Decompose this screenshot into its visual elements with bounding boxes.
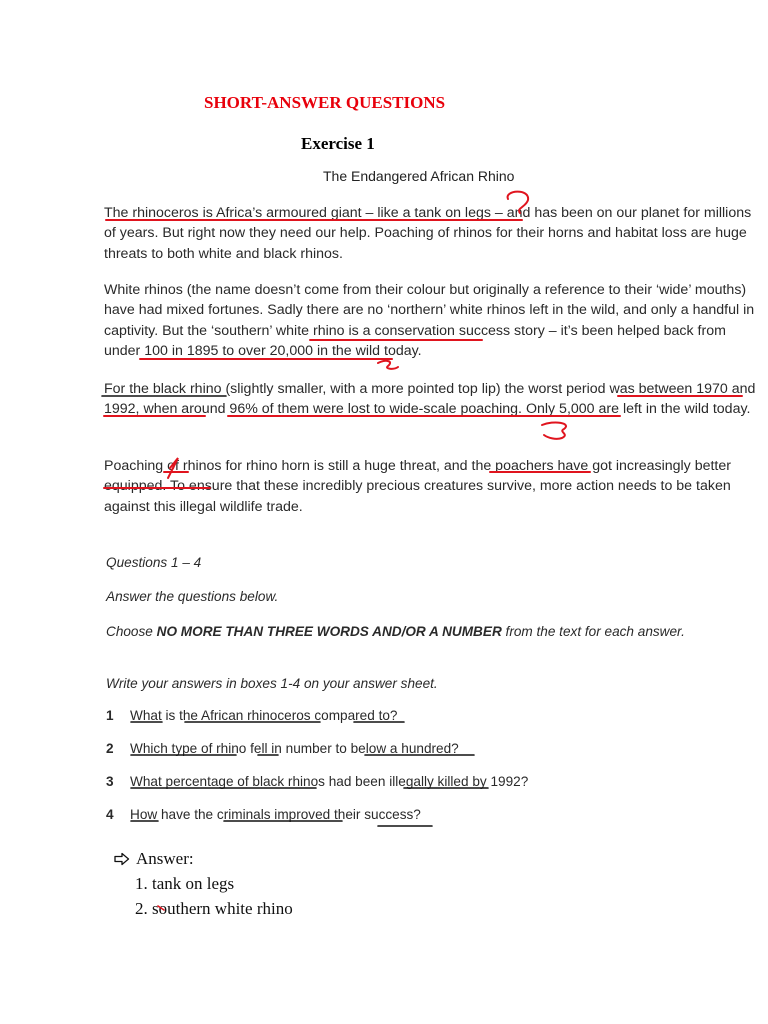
questions-instruction: Answer the questions below. (106, 589, 279, 604)
question-text: How have the criminals improved their success? (130, 807, 421, 822)
question-number: 2 (106, 741, 114, 756)
red-number-mark (378, 361, 398, 369)
word-limit-prefix: Choose (106, 624, 157, 639)
question-text: Which type of rhino fell in number to below a hundred? (130, 741, 459, 756)
question-item (106, 807, 421, 822)
answer-block (114, 847, 293, 921)
article-paragraph: Poaching of rhinos for rhino horn is still a huge threat, and the poachers have got increasingly better equipped. To ensure that these incredibly precious creatures survive, more action needs to be taken against this illegal wildlife trade. (104, 458, 731, 515)
word-limit-bold: NO MORE THAN THREE WORDS AND/OR A NUMBER (156, 624, 502, 639)
arrow-right-outline-icon (114, 852, 130, 866)
questions-word-limit (106, 622, 706, 641)
article-title: The Endangered African Rhino (323, 168, 515, 184)
question-item (106, 741, 459, 756)
red-number-mark (542, 422, 566, 438)
article-paragraph: White rhinos (the name doesn’t come from their colour but originally a reference to their ‘wide’ mouths) have had mixed fortunes. Sadly there are no ‘northern’ white rhinos left in the wild, and only a handful in captivity. But the ‘southern’ white rhino is a conservation success story – it’s been helped back from under 100 in 1895 to over 20,000 in the wild today. (104, 282, 755, 360)
main-heading: SHORT-ANSWER QUESTIONS (204, 93, 446, 112)
question-item (106, 708, 397, 723)
word-limit-suffix: from the text for each answer. (501, 624, 685, 639)
answer-label: Answer: (136, 849, 194, 868)
article-paragraph: For the black rhino (slightly smaller, with a more pointed top lip) the worst period was between 1970 and 1992, when around 96% of them were lost to wide-scale poaching. Only 5,000 are left in the wild today. (104, 381, 756, 418)
questions-range: Questions 1 – 4 (106, 555, 202, 570)
question-number: 1 (106, 708, 114, 723)
answer-item: 1. tank on legs (135, 874, 235, 893)
exercise-title: Exercise 1 (301, 134, 375, 153)
question-number: 3 (106, 774, 114, 789)
article-paragraph: The rhinoceros is Africa’s armoured giant – like a tank on legs – and has been on our planet for millions of years. But right now they need our help. Poaching of rhinos for their horns and habitat loss are huge threats to both white and black rhinos. (104, 205, 752, 262)
question-text: What percentage of black rhinos had been illegally killed by 1992? (130, 774, 529, 789)
question-text: What is the African rhinoceros compared to? (130, 708, 398, 723)
questions-answer-sheet-note: Write your answers in boxes 1-4 on your answer sheet. (106, 676, 438, 691)
answer-item: 2. southern white rhino (135, 899, 293, 918)
answer-heading (114, 847, 293, 871)
question-item (106, 774, 528, 789)
question-number: 4 (106, 807, 114, 822)
